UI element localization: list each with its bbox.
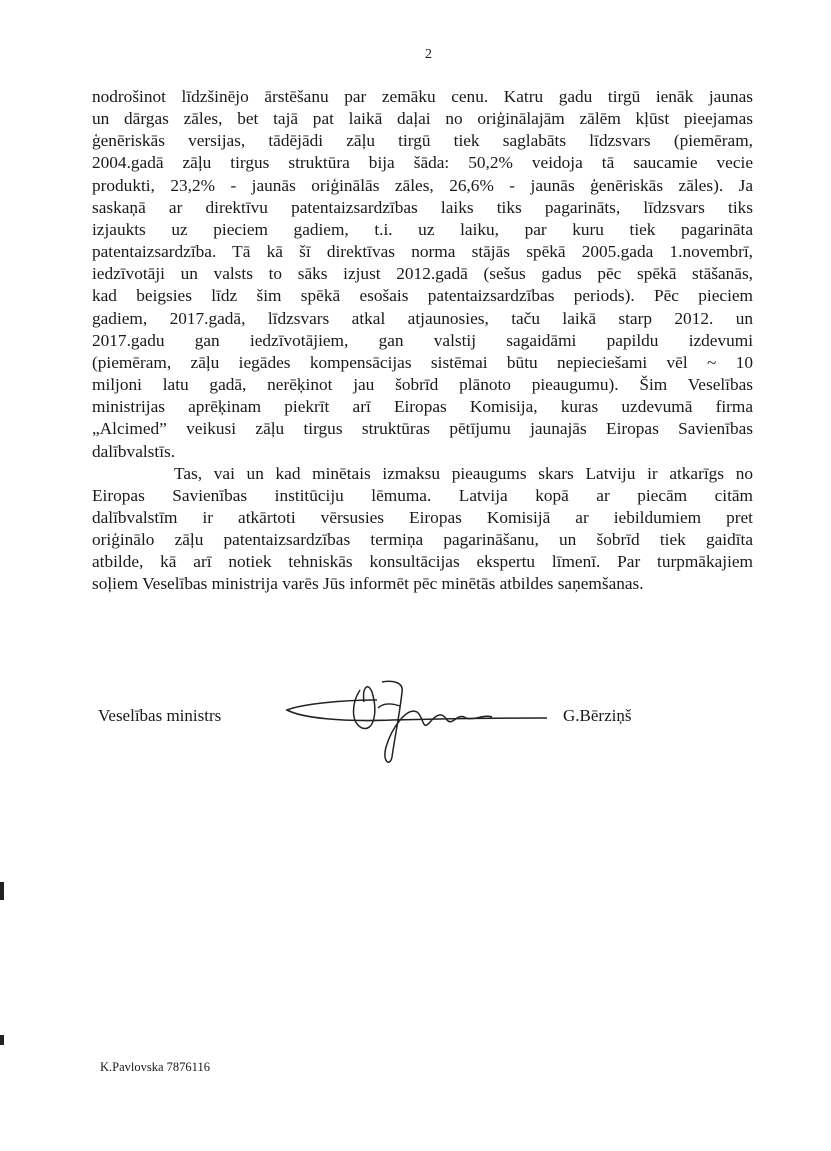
text-line: 2004.gadā zāļu tirgus struktūra bija šāda: 50,2% veidoja tā saucamie vecie: [92, 153, 753, 173]
text-line: izjaukts uz pieciem gadiem, t.i. uz laiku, par kuru tiek pagarināta: [92, 219, 753, 239]
text-line: Eiropas Savienības institūciju lēmuma. Latvija kopā ar piecām citām: [92, 485, 753, 505]
text-line: dalībvalstīm ir atkārtoti vērsusies Eiropas Komisijā ar iebildumiem pret: [92, 507, 753, 527]
handwritten-signature: [282, 662, 552, 772]
text-line: oriģinālo zāļu patentaizsardzības termiņa pagarināšanu, un šobrīd tiek gaidīta: [92, 530, 753, 550]
text-line: dalībvalstīs.: [92, 441, 176, 461]
text-line: produkti, 23,2% - jaunās oriģinālās zāles, 26,6% - jaunās ģenēriskās zāles). Ja: [92, 175, 753, 195]
page-number: 2: [425, 47, 432, 62]
text-line: 2017.gadu gan iedzīvotājiem, gan valstij sagaidāmi papildu izdevumi: [92, 330, 753, 350]
paragraph-1: [92, 86, 753, 463]
text-line: gadiem, 2017.gadā, līdzsvars atkal atjaunosies, taču laikā starp 2012. un: [92, 308, 753, 328]
text-line: kad beigsies līdz šim spēkā esošais patentaizsardzības periods). Pēc pieciem: [92, 286, 753, 306]
text-line: nodrošinot līdzšinējo ārstēšanu par zemāku cenu. Katru gadu tirgū ienāk jaunas: [92, 87, 753, 106]
text-line: ministrijas aprēķinam piekrīt arī Eiropas Komisija, kuras uzdevumā firma: [92, 397, 753, 417]
scan-edge-mark: [0, 882, 4, 900]
contact-footer: K.Pavlovska 7876116: [100, 1060, 210, 1074]
letter-body: [92, 86, 753, 596]
text-line: „Alcimed” veikusi zāļu tirgus struktūras pētījumu jaunajās Eiropas Savienības: [92, 419, 753, 439]
scan-edge-mark: [0, 1035, 4, 1045]
text-line: (piemēram, zāļu iegādes kompensācijas sistēmai būtu nepieciešami vēl ~ 10: [92, 352, 753, 372]
text-line: miljoni latu gadā, nerēķinot jau šobrīd plānoto pieaugumu). Šim Veselības: [92, 375, 753, 395]
signatory-name: G.Bērziņš: [563, 706, 632, 725]
text-line: iedzīvotāji un valsts to sāks izjust 2012.gadā (sešus gadus pēc spēkā stāšanās,: [92, 264, 753, 284]
text-line: Tas, vai un kad minētais izmaksu pieaugums skars Latviju ir atkarīgs no: [174, 463, 753, 483]
text-line: saskaņā ar direktīvu patentaizsardzības laiks tiks pagarināts, līdzsvars tiks: [92, 197, 753, 217]
paragraph-2: [92, 463, 753, 596]
text-line: ģenēriskās versijas, tādējādi zāļu tirgū tiek saglabāts līdzsvars (piemēram,: [92, 131, 753, 151]
text-line: atbilde, kā arī notiek tehniskās konsultācijas ekspertu līmenī. Par turpmākajiem: [92, 552, 753, 572]
signatory-role: Veselības ministrs: [98, 706, 222, 725]
text-line: soļiem Veselības ministrija varēs Jūs informēt pēc minētās atbildes saņemšanas.: [92, 574, 644, 594]
text-line: un dārgas zāles, bet tajā pat laikā daļai no oriģinālajām zālēm kļūst pieejamas: [92, 109, 753, 129]
text-line: patentaizsardzība. Tā kā šī direktīvas norma stājās spēkā 2005.gada 1.novembrī,: [92, 242, 753, 262]
